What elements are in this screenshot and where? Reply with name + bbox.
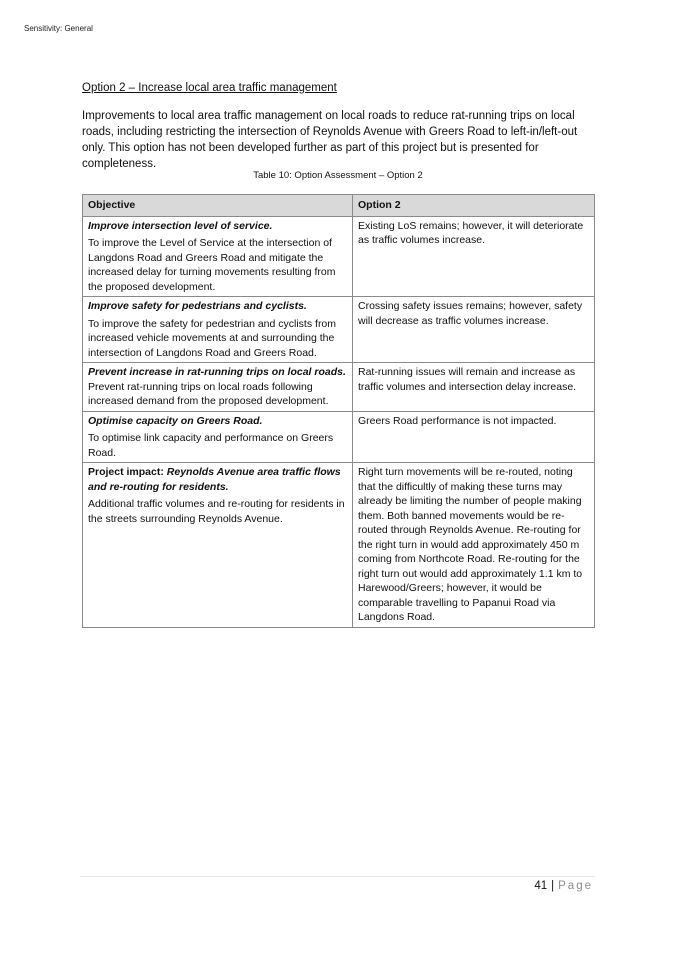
page-number: 41	[534, 880, 548, 892]
intro-paragraph: Improvements to local area traffic management on local roads to reduce rat-running trips on local roads, including restricting the intersection of Reynolds Avenue with Greers Road to left-in/left-out only. This option has not been developed further as part of this project but is presented for completeness.	[82, 110, 578, 170]
option-assessment-table	[82, 194, 595, 628]
footer-divider	[80, 876, 595, 877]
page-separator: |	[551, 880, 555, 892]
objective-cell	[83, 216, 353, 297]
sensitivity-label: Sensitivity: General	[24, 24, 93, 33]
objective-title-group	[88, 465, 347, 494]
section-heading: Option 2 – Increase local area traffic management	[82, 82, 337, 94]
objective-title: Optimise capacity on Greers Road.	[88, 414, 263, 427]
objective-description: To optimise link capacity and performance on Greers Road.	[88, 432, 334, 459]
objective-title: Improve intersection level of service.	[88, 219, 273, 232]
table-row	[83, 297, 595, 363]
objective-description: To improve the Level of Service at the intersection of Langdons Road and Greers Road and mitigate the increased delay for turning movements resulting from the proposed development.	[88, 237, 336, 293]
header-objective: Objective	[83, 195, 353, 217]
table-header-row	[83, 195, 595, 217]
objective-title: Reynolds Avenue area traffic flows and re-routing for residents.	[88, 466, 341, 493]
objective-title: Prevent increase in rat-running trips on local roads.	[88, 366, 346, 378]
page-number-footer	[534, 880, 593, 892]
page-label: Page	[558, 880, 593, 892]
objective-description: Prevent rat-running trips on local roads following increased demand from the proposed development.	[88, 380, 329, 407]
table-row	[83, 216, 595, 297]
table-row	[83, 363, 595, 412]
assessment-cell: Rat-running issues will remain and increase as traffic volumes and intersection delay increase.	[353, 363, 595, 412]
objective-cell	[83, 463, 353, 628]
assessment-cell: Crossing safety issues remains; however, safety will decrease as traffic volumes increase.	[353, 297, 595, 363]
table-row	[83, 463, 595, 628]
assessment-cell: Greers Road performance is not impacted.	[353, 411, 595, 463]
objective-title: Improve safety for pedestrians and cyclists.	[88, 300, 307, 312]
objective-description: Additional traffic volumes and re-routing for residents in the streets surrounding Reynolds Avenue.	[88, 498, 345, 525]
assessment-cell: Right turn movements will be re-routed, noting that the difficultly of making these turns may already be limiting the number of people making them. Both banned movements would be re-routed through Reynolds Avenue. Re-routing for the right turn in would add approximately 450 m coming from Northcote Road. Re-routing for the right turn out would add approximately 1.1 km to Harewood/Greers; however, it would be comparable travelling to Papanui Road via Langdons Road.	[353, 463, 595, 628]
objective-cell	[83, 363, 353, 412]
header-option-2: Option 2	[353, 195, 595, 217]
objective-cell	[83, 411, 353, 463]
objective-title-prefix: Project impact:	[88, 466, 167, 478]
objective-description: To improve the safety for pedestrian and cyclists from increased vehicle movements at and surrounding the intersection of Langdons Road and Greers Road.	[88, 317, 337, 359]
table-caption: Table 10: Option Assessment – Option 2	[253, 170, 423, 181]
assessment-cell: Existing LoS remains; however, it will deteriorate as traffic volumes increase.	[353, 216, 595, 297]
objective-cell	[83, 297, 353, 363]
table-row	[83, 411, 595, 463]
